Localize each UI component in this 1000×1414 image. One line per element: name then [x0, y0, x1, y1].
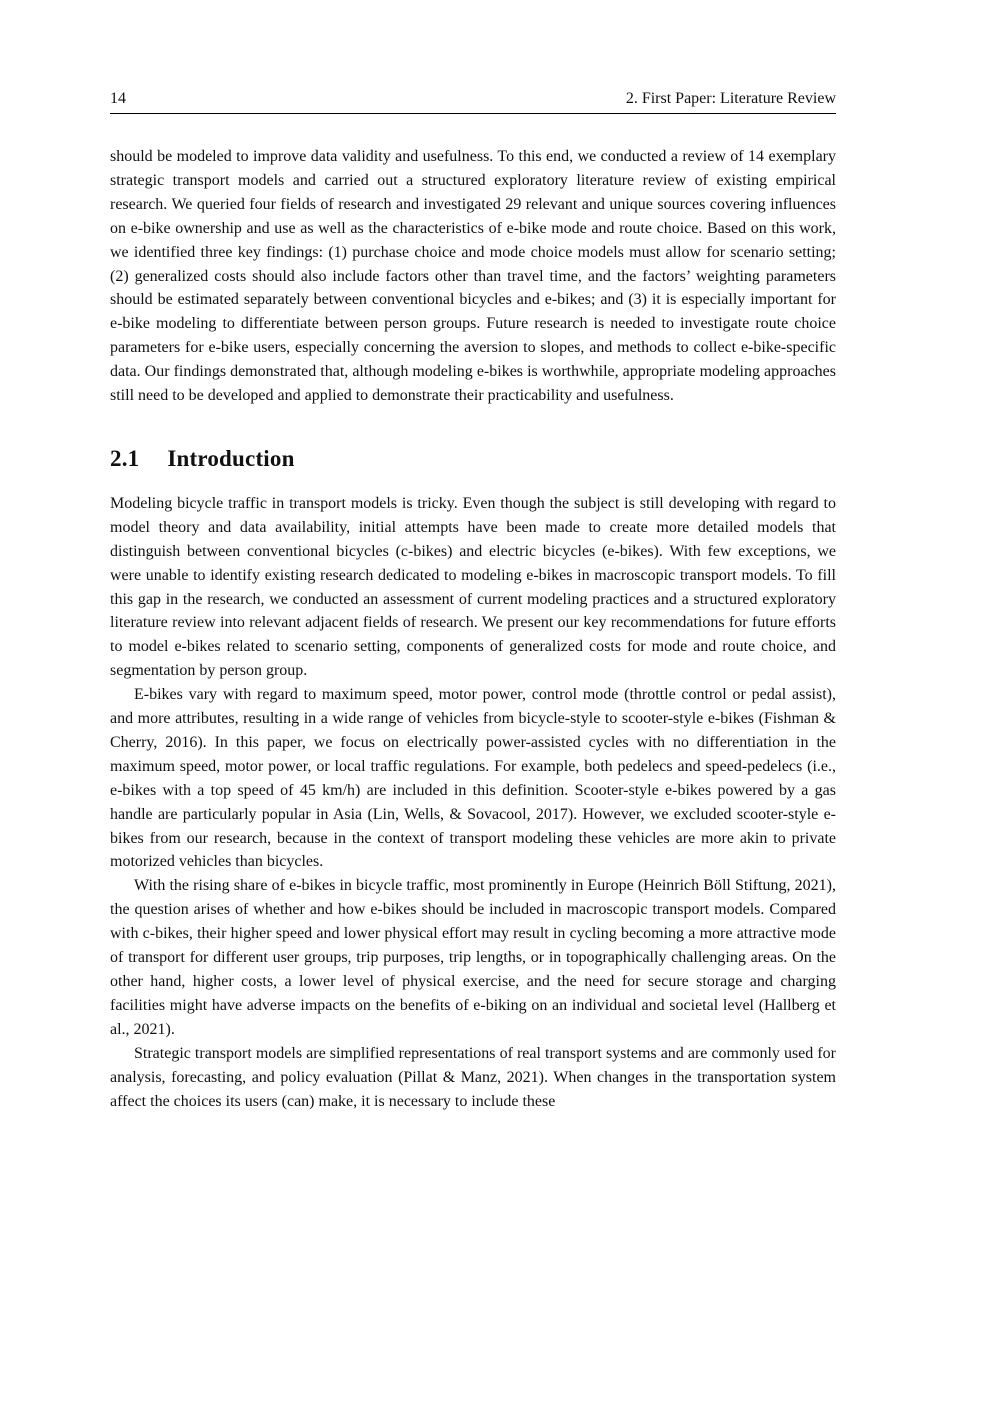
paragraph-introduction-1: Modeling bicycle traffic in transport models is tricky. Even though the subject is still developing with regard to model theory and data availability, initial attempts have been made to create more detailed models that distinguish between conventional bicycles (c-bikes) and electric bicycles (e-bikes). With few exceptions, we were unable to identify existing research dedicated to modeling e-bikes in macroscopic transport models. To fill this gap in the research, we conducted an assessment of current modeling practices and a structured exploratory literature review into relevant adjacent fields of research. We present our key recommendations for future efforts to model e-bikes related to scenario setting, components of generalized costs for mode and route choice, and segmentation by person group.	[110, 494, 836, 680]
paragraph-abstract-continuation: should be modeled to improve data validity and usefulness. To this end, we conducted a review of 14 exemplary strategic transport models and carried out a structured exploratory literature review of existing empirical research. We queried four fields of research and investigated 29 relevant and unique sources covering influences on e-bike ownership and use as well as the characteristics of e-bike mode and route choice. Based on this work, we identified three key findings: (1) purchase choice and mode choice models must allow for scenario setting; (2) generalized costs should also include factors other than travel time, and the factors’ weighting parameters should be estimated separately between conventional bicycles and e-bikes; and (3) it is especially important for e-bike modeling to differentiate between person groups. Future research is needed to investigate route choice parameters for e-bike users, especially concerning the aversion to slopes, and methods to collect e-bike-specific data. Our findings demonstrated that, although modeling e-bikes is worthwhile, appropriate modeling approaches still need to be developed and applied to demonstrate their practicability and usefulness.	[110, 148, 836, 405]
paragraph-introduction-3: With the rising share of e-bikes in bicycle traffic, most prominently in Europe (Heinrich Böll Stiftung, 2021), the question arises of whether and how e-bikes should be included in macroscopic transport models. Compared with c-bikes, their higher speed and lower physical effort may result in cycling becoming a more attractive mode of transport for different user groups, trip purposes, trip lengths, or in topographically challenging areas. On the other hand, higher costs, a lower level of physical exercise, and the need for secure storage and charging facilities might have adverse impacts on the benefits of e-biking on an individual and societal level (Hallberg et al., 2021).	[110, 877, 836, 1038]
page-content	[110, 90, 836, 1113]
header-rule	[110, 113, 836, 114]
section-heading-introduction	[110, 447, 836, 471]
paragraph-introduction-2: E-bikes vary with regard to maximum speed, motor power, control mode (throttle control or pedal assist), and more attributes, resulting in a wide range of vehicles from bicycle-style to scooter-style e-bikes (Fishman & Cherry, 2016). In this paper, we focus on electrically power-assisted cycles with no differentiation in the maximum speed, motor power, or local traffic regulations. For example, both pedelecs and speed-pedelecs (i.e., e-bikes with a top speed of 45 km/h) are included in this definition. Scooter-style e-bikes powered by a gas handle are particularly popular in Asia (Lin, Wells, & Sovacool, 2017). However, we excluded scooter-style e-bikes from our research, because in the context of transport modeling these vehicles are more akin to private motorized vehicles than bicycles.	[110, 686, 836, 871]
paragraph-introduction-4: Strategic transport models are simplified representations of real transport systems and are commonly used for analysis, forecasting, and policy evaluation (Pillat & Manz, 2021). When changes in the transportation system affect the choices its users (can) make, it is necessary to include these	[110, 1044, 836, 1110]
running-header	[110, 90, 836, 108]
body-text	[110, 145, 836, 1113]
page-number: 14	[110, 90, 126, 107]
section-title: Introduction	[167, 445, 295, 471]
section-number: 2.1	[110, 445, 140, 471]
running-title: 2. First Paper: Literature Review	[625, 90, 836, 107]
